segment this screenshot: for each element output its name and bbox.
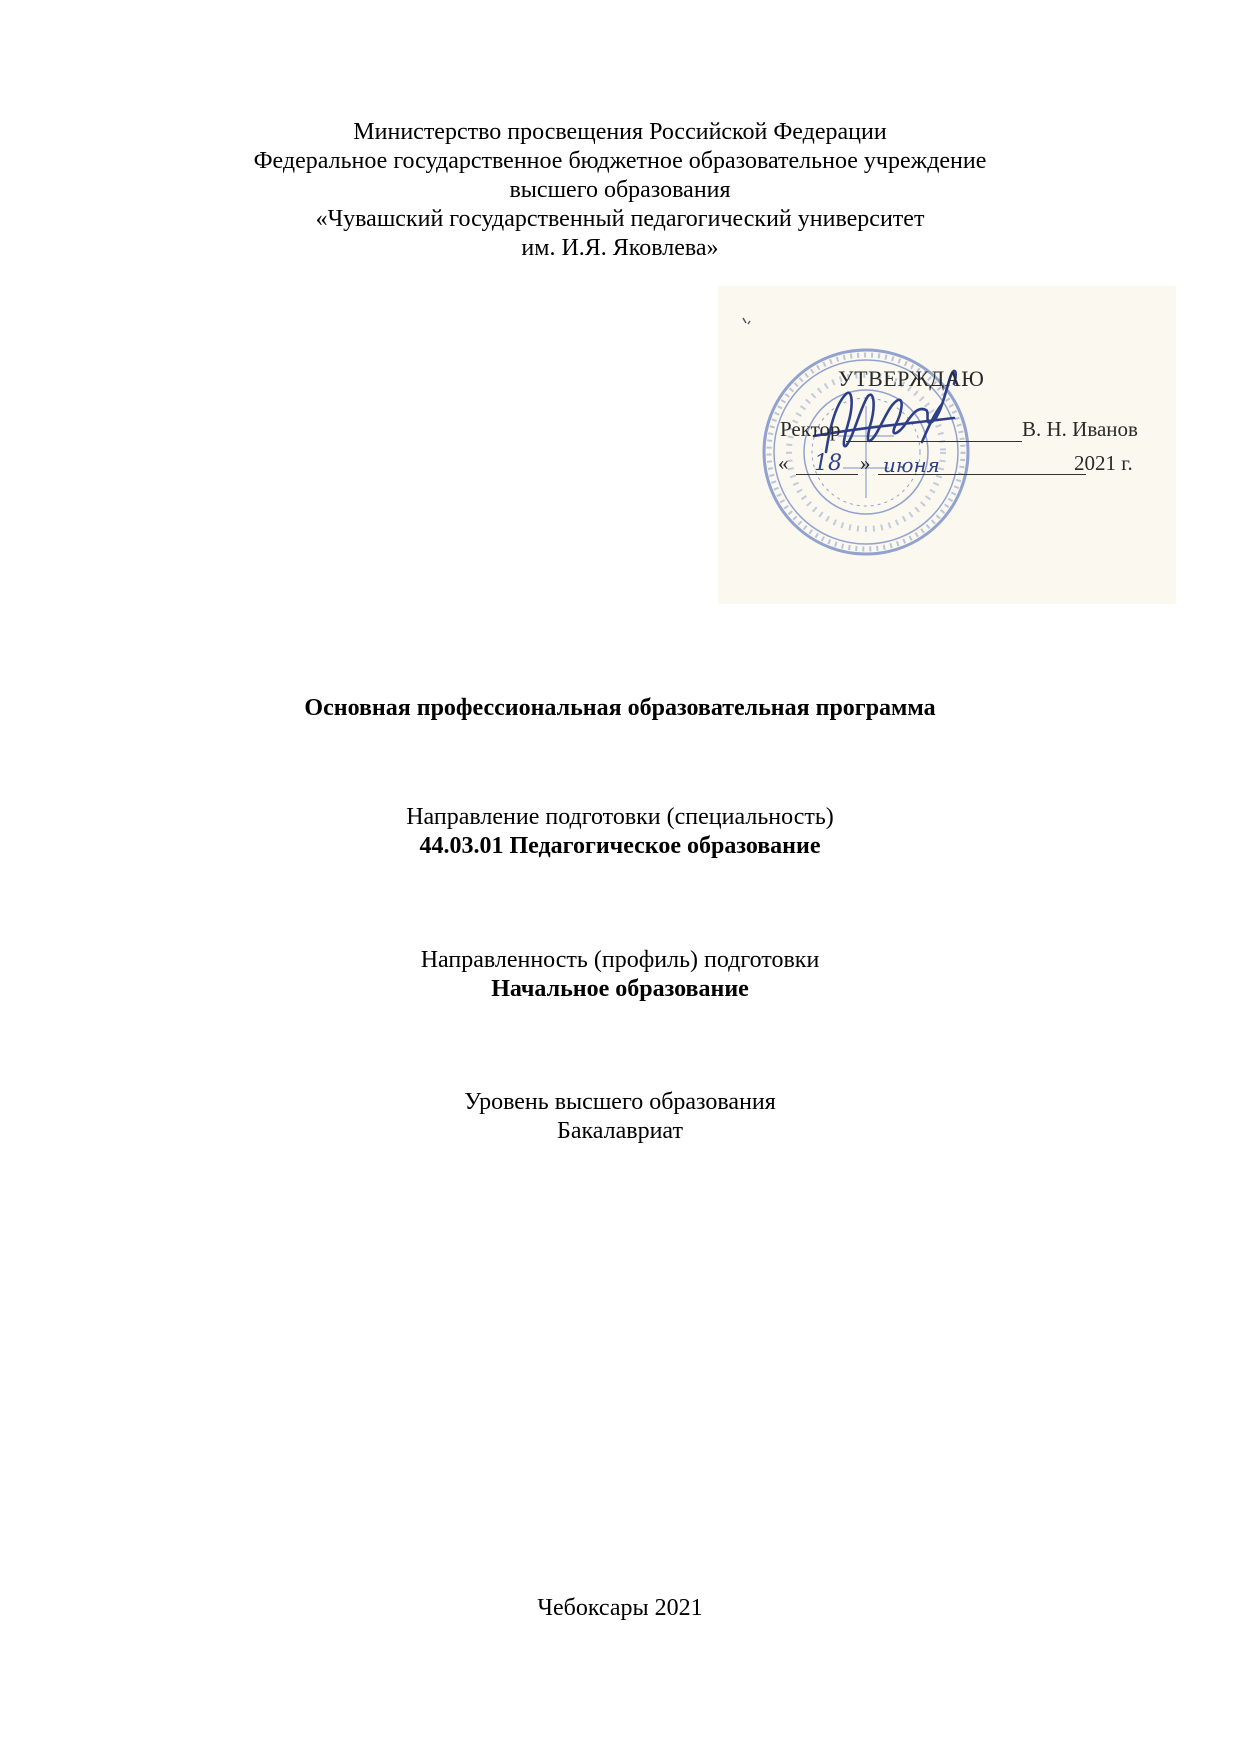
ministry-line: Министерство просвещения Российской Федерации	[353, 119, 887, 145]
program-title: Основная профессиональная образовательная программа	[304, 695, 936, 721]
named-after-line: им. И.Я. Яковлева»	[521, 235, 719, 261]
approval-day: 18	[814, 451, 842, 476]
level-value: Бакалавриат	[557, 1118, 683, 1144]
education-level-line: высшего образования	[509, 177, 731, 203]
university-line: «Чувашский государственный педагогический университет	[315, 206, 925, 232]
approve-label: УТВЕРЖДАЮ	[838, 366, 985, 391]
rector-position: Ректор	[780, 417, 841, 441]
day-underline	[796, 474, 858, 475]
profile-value: Начальное образование	[491, 976, 749, 1002]
date-quote-close: »	[860, 451, 871, 475]
direction-label: Направление подготовки (специальность)	[406, 804, 834, 830]
approval-year: 2021 г.	[1074, 451, 1133, 475]
profile-label: Направленность (профиль) подготовки	[420, 947, 820, 973]
rector-name: В. Н. Иванов	[1022, 417, 1138, 441]
stamp-seal-icon	[718, 286, 1176, 604]
date-quote-open: «	[778, 451, 789, 475]
month-underline	[878, 474, 1086, 475]
level-label: Уровень высшего образования	[464, 1089, 776, 1115]
institution-type-line: Федеральное государственное бюджетное образовательное учреждение	[253, 148, 987, 174]
city-year: Чебоксары 2021	[537, 1595, 703, 1621]
direction-value: 44.03.01 Педагогическое образование	[419, 833, 821, 859]
approval-stamp-block	[718, 286, 1176, 604]
approval-month: июня	[883, 453, 940, 477]
signature-underline	[846, 441, 1022, 442]
